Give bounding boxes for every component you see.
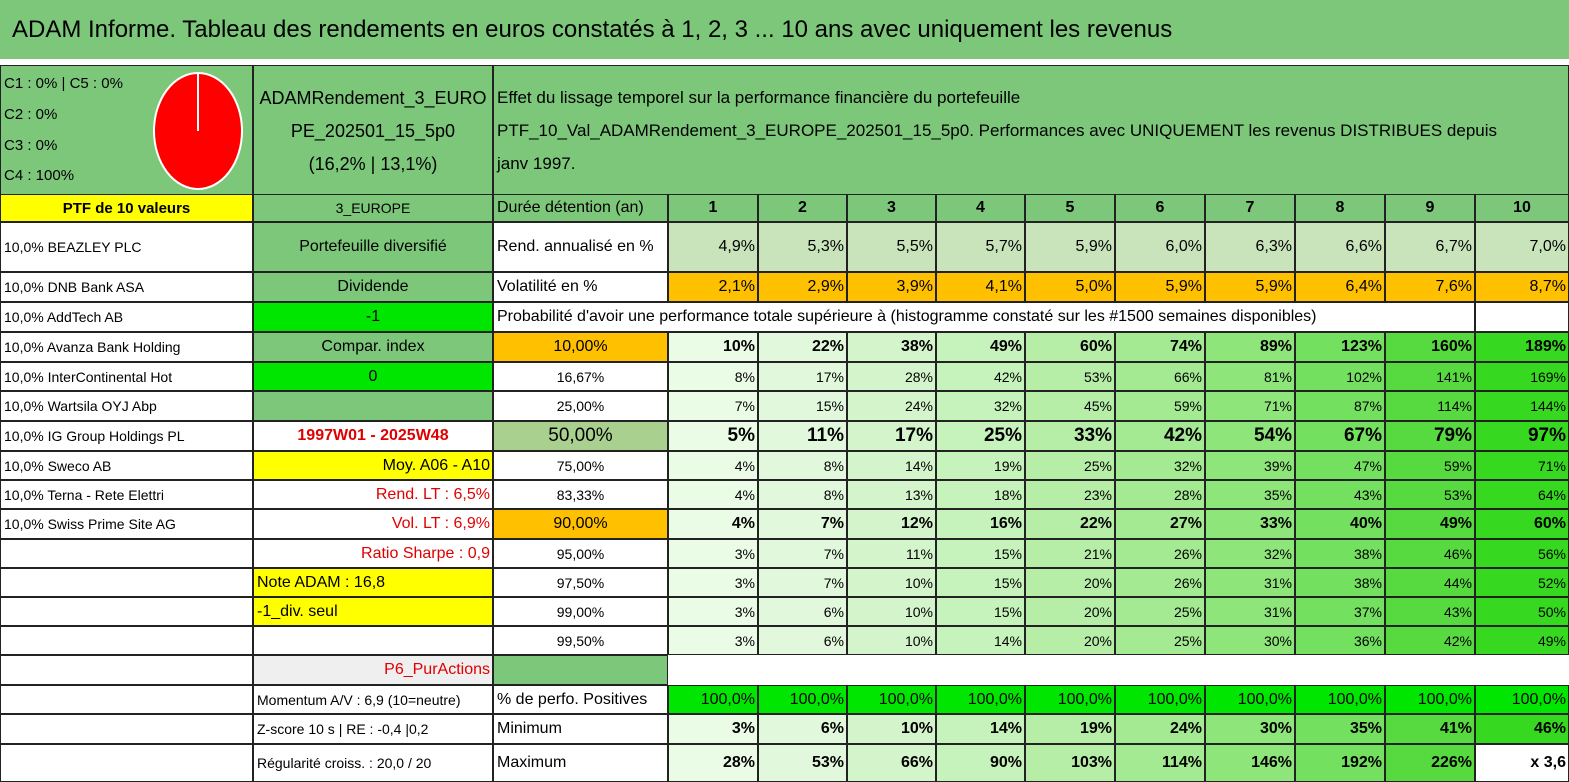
portfolio-name-line-1: ADAMRendement_3_EURO bbox=[259, 88, 487, 108]
prob-value: 46% bbox=[1385, 539, 1475, 568]
prob-value: 52% bbox=[1475, 568, 1569, 597]
rend-value: 6,7% bbox=[1385, 222, 1475, 272]
rend-value: 5,3% bbox=[758, 222, 847, 272]
description-line-1: Effet du lissage temporel sur la performance financière du portefeuille bbox=[497, 88, 1021, 107]
pos-value: 100,0% bbox=[1475, 685, 1569, 714]
max-value: 114% bbox=[1115, 744, 1205, 782]
prob-value: 19% bbox=[936, 451, 1025, 480]
portfolio-name-line-2: PE_202501_15_5p0 bbox=[290, 121, 456, 141]
max-value: 192% bbox=[1295, 744, 1385, 782]
prob-value: 56% bbox=[1475, 539, 1569, 568]
year-header: 9 bbox=[1385, 194, 1475, 222]
prob-value: 26% bbox=[1115, 568, 1205, 597]
prob-value: 114% bbox=[1385, 391, 1475, 421]
vol-label: Volatilité en % bbox=[493, 272, 668, 302]
prob-value: 38% bbox=[1295, 539, 1385, 568]
prob-value: 60% bbox=[1025, 332, 1115, 362]
vol-value: 6,4% bbox=[1295, 272, 1385, 302]
prob-value: 7% bbox=[668, 391, 758, 421]
info-cell: P6_PurActions bbox=[253, 655, 493, 685]
rend-value: 6,6% bbox=[1295, 222, 1385, 272]
empty-cell bbox=[0, 597, 253, 626]
prob-value: 15% bbox=[936, 597, 1025, 626]
empty-cell bbox=[1475, 302, 1569, 332]
prob-header: Probabilité d'avoir une performance totale supérieure à (histogramme constaté sur les #1500 semaines disponibles) bbox=[493, 302, 1475, 332]
prob-value: 39% bbox=[1205, 451, 1295, 480]
prob-value: 8% bbox=[758, 451, 847, 480]
prob-value: 6% bbox=[758, 626, 847, 655]
prob-value: 59% bbox=[1385, 451, 1475, 480]
prob-value: 4% bbox=[668, 451, 758, 480]
prob-value: 3% bbox=[668, 626, 758, 655]
empty-cell bbox=[0, 744, 253, 782]
max-value: 90% bbox=[936, 744, 1025, 782]
rend-value: 5,7% bbox=[936, 222, 1025, 272]
empty-cell bbox=[0, 685, 253, 714]
prob-value: 3% bbox=[668, 539, 758, 568]
prob-value: 54% bbox=[1205, 421, 1295, 451]
rend-value: 7,0% bbox=[1475, 222, 1569, 272]
min-value: 24% bbox=[1115, 714, 1205, 744]
prob-value: 66% bbox=[1115, 362, 1205, 391]
prob-value: 25% bbox=[1115, 597, 1205, 626]
year-header: 4 bbox=[936, 194, 1025, 222]
min-value: 46% bbox=[1475, 714, 1569, 744]
min-value: 30% bbox=[1205, 714, 1295, 744]
prob-value: 43% bbox=[1295, 480, 1385, 509]
prob-value: 160% bbox=[1385, 332, 1475, 362]
prob-value: 71% bbox=[1475, 451, 1569, 480]
holding-row: 10,0% BEAZLEY PLC bbox=[0, 222, 253, 272]
prob-value: 10% bbox=[847, 568, 936, 597]
prob-value: 20% bbox=[1025, 568, 1115, 597]
prob-value: 5% bbox=[668, 421, 758, 451]
prob-threshold: 99,50% bbox=[493, 626, 668, 655]
year-header: 8 bbox=[1295, 194, 1385, 222]
vol-value: 3,9% bbox=[847, 272, 936, 302]
empty-cell bbox=[0, 714, 253, 744]
prob-value: 15% bbox=[758, 391, 847, 421]
prob-value: 17% bbox=[847, 421, 936, 451]
min-value: 35% bbox=[1295, 714, 1385, 744]
info-cell: Rend. LT : 6,5% bbox=[253, 480, 493, 509]
prob-value: 15% bbox=[936, 568, 1025, 597]
prob-value: 15% bbox=[936, 539, 1025, 568]
info-cell: Portefeuille diversifié bbox=[253, 222, 493, 272]
rend-value: 5,5% bbox=[847, 222, 936, 272]
prob-value: 12% bbox=[847, 509, 936, 539]
info-cell: -1_div. seul bbox=[253, 597, 493, 626]
prob-value: 3% bbox=[668, 568, 758, 597]
prob-value: 10% bbox=[668, 332, 758, 362]
info-cell: Dividende bbox=[253, 272, 493, 302]
prob-value: 97% bbox=[1475, 421, 1569, 451]
prob-value: 53% bbox=[1385, 480, 1475, 509]
prob-threshold: 25,00% bbox=[493, 391, 668, 421]
prob-value: 102% bbox=[1295, 362, 1385, 391]
holding-row: 10,0% Wartsila OYJ Abp bbox=[0, 391, 253, 421]
rend-value: 6,3% bbox=[1205, 222, 1295, 272]
max-value: 146% bbox=[1205, 744, 1295, 782]
min-value: 3% bbox=[668, 714, 758, 744]
prob-value: 32% bbox=[1115, 451, 1205, 480]
pos-value: 100,0% bbox=[668, 685, 758, 714]
legend-line-2: C2 : 0% bbox=[4, 106, 58, 123]
description-line-2: PTF_10_Val_ADAMRendement_3_EUROPE_202501_15_5p0. Performances avec UNIQUEMENT les revenus DISTRIBUES depuis bbox=[497, 121, 1498, 140]
pos-value: 100,0% bbox=[847, 685, 936, 714]
prob-value: 8% bbox=[668, 362, 758, 391]
prob-value: 14% bbox=[936, 626, 1025, 655]
empty-cell bbox=[0, 539, 253, 568]
prob-value: 28% bbox=[1115, 480, 1205, 509]
max-label: Maximum bbox=[493, 744, 668, 782]
prob-value: 50% bbox=[1475, 597, 1569, 626]
prob-value: 10% bbox=[847, 597, 936, 626]
prob-value: 67% bbox=[1295, 421, 1385, 451]
prob-threshold: 10,00% bbox=[493, 332, 668, 362]
info-cell: -1 bbox=[253, 302, 493, 332]
vol-value: 8,7% bbox=[1475, 272, 1569, 302]
prob-threshold: 99,00% bbox=[493, 597, 668, 626]
prob-value: 45% bbox=[1025, 391, 1115, 421]
prob-value: 42% bbox=[1115, 421, 1205, 451]
prob-value: 30% bbox=[1205, 626, 1295, 655]
info-cell: Compar. index bbox=[253, 332, 493, 362]
prob-value: 7% bbox=[758, 539, 847, 568]
prob-value: 31% bbox=[1205, 568, 1295, 597]
allocation-pie-chart bbox=[152, 70, 244, 192]
prob-value: 141% bbox=[1385, 362, 1475, 391]
empty-cell bbox=[0, 626, 253, 655]
max-value: 28% bbox=[668, 744, 758, 782]
prob-value: 4% bbox=[668, 480, 758, 509]
prob-value: 123% bbox=[1295, 332, 1385, 362]
vol-value: 5,9% bbox=[1115, 272, 1205, 302]
prob-value: 22% bbox=[758, 332, 847, 362]
info-cell bbox=[253, 626, 493, 655]
info-cell: Ratio Sharpe : 0,9 bbox=[253, 539, 493, 568]
min-value: 41% bbox=[1385, 714, 1475, 744]
prob-value: 24% bbox=[847, 391, 936, 421]
prob-value: 35% bbox=[1205, 480, 1295, 509]
min-value: 19% bbox=[1025, 714, 1115, 744]
legend-line-1: C1 : 0% | C5 : 0% bbox=[4, 75, 123, 92]
prob-value: 13% bbox=[847, 480, 936, 509]
info-cell: Moy. A06 - A10 bbox=[253, 451, 493, 480]
pos-value: 100,0% bbox=[1205, 685, 1295, 714]
year-header: 2 bbox=[758, 194, 847, 222]
prob-value: 7% bbox=[758, 568, 847, 597]
min-label: Minimum bbox=[493, 714, 668, 744]
info-cell: 0 bbox=[253, 362, 493, 391]
rend-label: Rend. annualisé en % bbox=[493, 222, 668, 272]
min-value: 10% bbox=[847, 714, 936, 744]
info-cell: 1997W01 - 2025W48 bbox=[253, 421, 493, 451]
empty-cell bbox=[493, 655, 668, 685]
prob-value: 169% bbox=[1475, 362, 1569, 391]
max-value: 226% bbox=[1385, 744, 1475, 782]
prob-value: 10% bbox=[847, 626, 936, 655]
year-header: 5 bbox=[1025, 194, 1115, 222]
year-header: 1 bbox=[668, 194, 758, 222]
empty-cell bbox=[0, 655, 253, 685]
prob-value: 23% bbox=[1025, 480, 1115, 509]
holding-row: 10,0% AddTech AB bbox=[0, 302, 253, 332]
prob-value: 87% bbox=[1295, 391, 1385, 421]
prob-value: 16% bbox=[936, 509, 1025, 539]
prob-value: 25% bbox=[1025, 451, 1115, 480]
prob-value: 49% bbox=[1475, 626, 1569, 655]
prob-value: 74% bbox=[1115, 332, 1205, 362]
min-value: 6% bbox=[758, 714, 847, 744]
zone-label: 3_EUROPE bbox=[253, 194, 493, 222]
vol-value: 2,1% bbox=[668, 272, 758, 302]
prob-threshold: 75,00% bbox=[493, 451, 668, 480]
vol-value: 5,9% bbox=[1205, 272, 1295, 302]
info-cell bbox=[253, 391, 493, 421]
prob-value: 37% bbox=[1295, 597, 1385, 626]
prob-threshold: 97,50% bbox=[493, 568, 668, 597]
pos-value: 100,0% bbox=[936, 685, 1025, 714]
rend-value: 6,0% bbox=[1115, 222, 1205, 272]
prob-value: 25% bbox=[1115, 626, 1205, 655]
prob-value: 44% bbox=[1385, 568, 1475, 597]
prob-value: 4% bbox=[668, 509, 758, 539]
prob-value: 6% bbox=[758, 597, 847, 626]
holding-row: 10,0% DNB Bank ASA bbox=[0, 272, 253, 302]
prob-value: 3% bbox=[668, 597, 758, 626]
prob-value: 8% bbox=[758, 480, 847, 509]
max-value: 53% bbox=[758, 744, 847, 782]
prob-value: 27% bbox=[1115, 509, 1205, 539]
prob-value: 59% bbox=[1115, 391, 1205, 421]
info-cell: Momentum A/V : 6,9 (10=neutre) bbox=[253, 685, 493, 714]
prob-threshold: 83,33% bbox=[493, 480, 668, 509]
pos-value: 100,0% bbox=[758, 685, 847, 714]
prob-value: 42% bbox=[1385, 626, 1475, 655]
holding-row: 10,0% Swiss Prime Site AG bbox=[0, 509, 253, 539]
vol-value: 4,1% bbox=[936, 272, 1025, 302]
portfolio-name-line-3: (16,2% | 13,1%) bbox=[308, 154, 438, 174]
pos-value: 100,0% bbox=[1115, 685, 1205, 714]
prob-value: 189% bbox=[1475, 332, 1569, 362]
prob-value: 144% bbox=[1475, 391, 1569, 421]
max-value: 103% bbox=[1025, 744, 1115, 782]
prob-value: 20% bbox=[1025, 597, 1115, 626]
year-header: 3 bbox=[847, 194, 936, 222]
prob-value: 42% bbox=[936, 362, 1025, 391]
year-header: 10 bbox=[1475, 194, 1569, 222]
empty-cell bbox=[0, 568, 253, 597]
prob-value: 31% bbox=[1205, 597, 1295, 626]
rend-value: 5,9% bbox=[1025, 222, 1115, 272]
prob-value: 22% bbox=[1025, 509, 1115, 539]
vol-value: 5,0% bbox=[1025, 272, 1115, 302]
pos-value: 100,0% bbox=[1385, 685, 1475, 714]
prob-value: 7% bbox=[758, 509, 847, 539]
info-cell: Vol. LT : 6,9% bbox=[253, 509, 493, 539]
pos-value: 100,0% bbox=[1295, 685, 1385, 714]
prob-value: 36% bbox=[1295, 626, 1385, 655]
prob-value: 14% bbox=[847, 451, 936, 480]
holding-row: 10,0% Terna - Rete Elettri bbox=[0, 480, 253, 509]
prob-value: 11% bbox=[847, 539, 936, 568]
prob-value: 71% bbox=[1205, 391, 1295, 421]
prob-value: 21% bbox=[1025, 539, 1115, 568]
holding-row: 10,0% InterContinental Hot bbox=[0, 362, 253, 391]
prob-value: 81% bbox=[1205, 362, 1295, 391]
prob-value: 53% bbox=[1025, 362, 1115, 391]
prob-value: 18% bbox=[936, 480, 1025, 509]
prob-value: 60% bbox=[1475, 509, 1569, 539]
prob-value: 38% bbox=[847, 332, 936, 362]
prob-value: 40% bbox=[1295, 509, 1385, 539]
prob-value: 49% bbox=[1385, 509, 1475, 539]
info-cell: Note ADAM : 16,8 bbox=[253, 568, 493, 597]
pos-label: % de perfo. Positives bbox=[493, 685, 668, 714]
prob-value: 32% bbox=[1205, 539, 1295, 568]
prob-value: 28% bbox=[847, 362, 936, 391]
report-title: ADAM Informe. Tableau des rendements en euros constatés à 1, 2, 3 ... 10 ans avec uniquement les revenus bbox=[0, 0, 1569, 62]
prob-value: 38% bbox=[1295, 568, 1385, 597]
vol-value: 2,9% bbox=[758, 272, 847, 302]
prob-value: 47% bbox=[1295, 451, 1385, 480]
prob-value: 26% bbox=[1115, 539, 1205, 568]
max-value: 66% bbox=[847, 744, 936, 782]
prob-value: 43% bbox=[1385, 597, 1475, 626]
max-value: x 3,6 bbox=[1475, 744, 1569, 782]
holding-row: 10,0% Avanza Bank Holding bbox=[0, 332, 253, 362]
prob-value: 17% bbox=[758, 362, 847, 391]
prob-value: 11% bbox=[758, 421, 847, 451]
info-cell: Z-score 10 s | RE : -0,4 |0,2 bbox=[253, 714, 493, 744]
rend-value: 4,9% bbox=[668, 222, 758, 272]
prob-value: 89% bbox=[1205, 332, 1295, 362]
prob-threshold: 95,00% bbox=[493, 539, 668, 568]
prob-value: 79% bbox=[1385, 421, 1475, 451]
holding-row: 10,0% IG Group Holdings PL bbox=[0, 421, 253, 451]
vol-value: 7,6% bbox=[1385, 272, 1475, 302]
prob-threshold: 16,67% bbox=[493, 362, 668, 391]
ptf-header: PTF de 10 valeurs bbox=[0, 194, 253, 222]
year-header: 7 bbox=[1205, 194, 1295, 222]
pos-value: 100,0% bbox=[1025, 685, 1115, 714]
description-line-3: janv 1997. bbox=[497, 154, 576, 173]
prob-value: 64% bbox=[1475, 480, 1569, 509]
min-value: 14% bbox=[936, 714, 1025, 744]
prob-value: 33% bbox=[1205, 509, 1295, 539]
prob-value: 25% bbox=[936, 421, 1025, 451]
prob-threshold: 50,00% bbox=[493, 421, 668, 451]
prob-value: 33% bbox=[1025, 421, 1115, 451]
legend-line-4: C4 : 100% bbox=[4, 167, 75, 184]
holding-row: 10,0% Sweco AB bbox=[0, 451, 253, 480]
year-header: 6 bbox=[1115, 194, 1205, 222]
prob-value: 20% bbox=[1025, 626, 1115, 655]
prob-value: 49% bbox=[936, 332, 1025, 362]
duree-label: Durée détention (an) bbox=[493, 194, 668, 222]
info-cell: Régularité croiss. : 20,0 / 20 bbox=[253, 744, 493, 782]
prob-value: 32% bbox=[936, 391, 1025, 421]
prob-threshold: 90,00% bbox=[493, 509, 668, 539]
legend-line-3: C3 : 0% bbox=[4, 137, 58, 154]
